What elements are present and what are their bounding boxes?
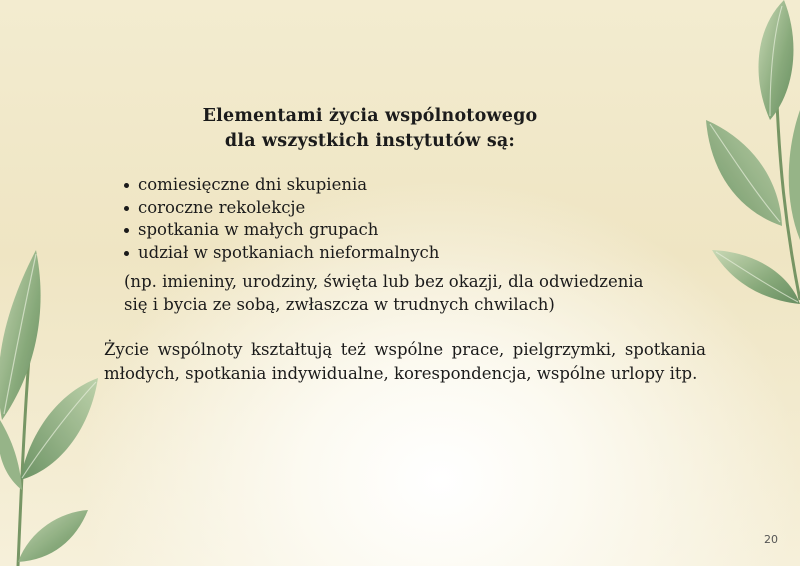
title-line-2: dla wszystkich instytutów są: xyxy=(224,131,516,151)
examples-note xyxy=(124,270,714,316)
page-number: 20 xyxy=(764,533,778,546)
body-paragraph: Życie wspólnoty kształtują też wspólne prace, pielgrzymki, spotkania młodych, spotkania indywidualne, korespondencja, wspólne urlopy itp. xyxy=(104,340,706,383)
list-item: udział w spotkaniach nieformalnych xyxy=(120,242,439,265)
list-item: coroczne rekolekcje xyxy=(120,197,439,220)
list-item: comiesięczne dni skupienia xyxy=(120,174,439,197)
list-item: spotkania w małych grupach xyxy=(120,219,439,242)
title-line-1: Elementami życia wspólnotowego xyxy=(202,106,538,126)
leaf-branch-right xyxy=(706,0,800,304)
note-line-1: (np. imieniny, urodziny, święta lub bez okazji, dla odwiedzenia xyxy=(124,272,644,291)
bullet-list xyxy=(120,174,439,264)
note-line-2: się i bycia ze sobą, zwłaszcza w trudnych chwilach) xyxy=(124,295,555,314)
slide-title xyxy=(160,104,580,154)
leaf-branch-left xyxy=(0,250,98,566)
